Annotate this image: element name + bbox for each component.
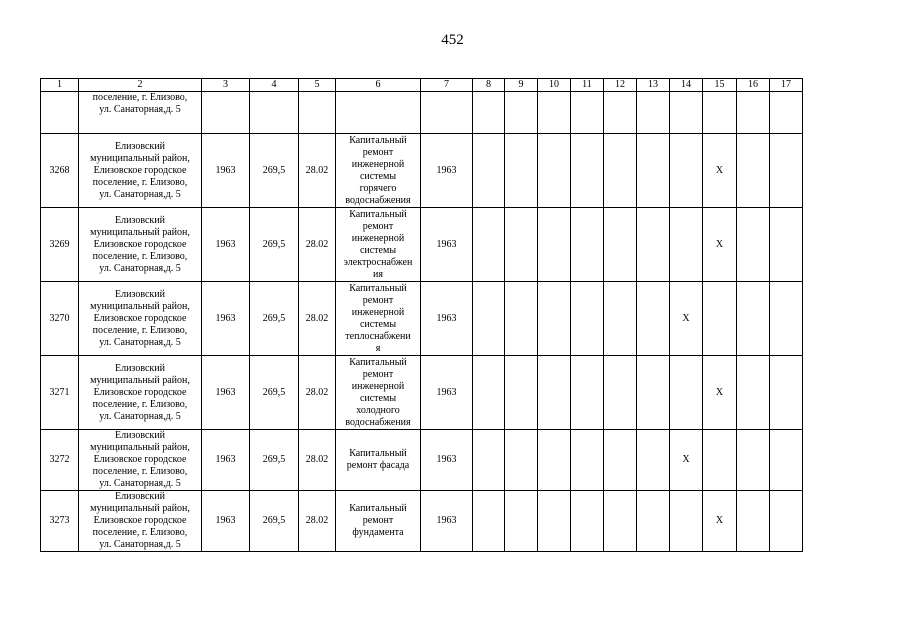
period-mark-cell bbox=[703, 282, 737, 356]
continuation-row bbox=[41, 92, 803, 134]
column-header: 3 bbox=[202, 79, 250, 92]
column-header: 13 bbox=[637, 79, 670, 92]
row-number-cell: 3269 bbox=[41, 208, 79, 282]
period-mark-cell bbox=[703, 430, 737, 491]
year-cell: 1963 bbox=[421, 282, 473, 356]
year-cell: 1963 bbox=[421, 208, 473, 282]
address-cell: поселение, г. Елизово, ул. Санаторная,д. 5 bbox=[79, 92, 202, 134]
wear-cell: 28.02 bbox=[299, 430, 336, 491]
year-cell: 1963 bbox=[421, 430, 473, 491]
period-mark-cell: X bbox=[670, 282, 703, 356]
page-number: 452 bbox=[441, 32, 464, 48]
column-header: 8 bbox=[473, 79, 505, 92]
column-header: 12 bbox=[604, 79, 637, 92]
build-year-cell: 1963 bbox=[202, 356, 250, 430]
register-table bbox=[40, 78, 803, 552]
table-row bbox=[41, 491, 803, 552]
area-cell: 269,5 bbox=[250, 282, 299, 356]
column-header: 17 bbox=[770, 79, 803, 92]
wear-cell: 28.02 bbox=[299, 134, 336, 208]
column-header: 2 bbox=[79, 79, 202, 92]
work-type-cell: Капитальный ремонт фундамента bbox=[336, 491, 421, 552]
row-number-cell: 3272 bbox=[41, 430, 79, 491]
wear-cell: 28.02 bbox=[299, 282, 336, 356]
area-cell: 269,5 bbox=[250, 134, 299, 208]
area-cell: 269,5 bbox=[250, 208, 299, 282]
column-header: 11 bbox=[571, 79, 604, 92]
row-number-cell: 3271 bbox=[41, 356, 79, 430]
period-mark-cell: X bbox=[670, 430, 703, 491]
wear-cell: 28.02 bbox=[299, 208, 336, 282]
column-header: 15 bbox=[703, 79, 737, 92]
work-type-cell: Капитальный ремонт инженерной системы теплоснабжени я bbox=[336, 282, 421, 356]
year-cell: 1963 bbox=[421, 356, 473, 430]
address-cell: Елизовский муниципальный район, Елизовское городское поселение, г. Елизово, ул. Санаторная,д. 5 bbox=[79, 491, 202, 552]
build-year-cell: 1963 bbox=[202, 208, 250, 282]
column-header: 1 bbox=[41, 79, 79, 92]
column-header: 14 bbox=[670, 79, 703, 92]
year-cell: 1963 bbox=[421, 134, 473, 208]
address-cell: Елизовский муниципальный район, Елизовское городское поселение, г. Елизово, ул. Санаторная,д. 5 bbox=[79, 430, 202, 491]
work-type-cell: Капитальный ремонт инженерной системы электроснабжен ия bbox=[336, 208, 421, 282]
column-number-row bbox=[41, 79, 803, 92]
work-type-cell: Капитальный ремонт инженерной системы горячего водоснабжения bbox=[336, 134, 421, 208]
wear-cell: 28.02 bbox=[299, 491, 336, 552]
column-header: 9 bbox=[505, 79, 538, 92]
column-header: 4 bbox=[250, 79, 299, 92]
table-row bbox=[41, 208, 803, 282]
address-cell: Елизовский муниципальный район, Елизовское городское поселение, г. Елизово, ул. Санаторная,д. 5 bbox=[79, 208, 202, 282]
table-row bbox=[41, 134, 803, 208]
build-year-cell: 1963 bbox=[202, 491, 250, 552]
row-number-cell: 3273 bbox=[41, 491, 79, 552]
row-number-cell: 3270 bbox=[41, 282, 79, 356]
column-header: 5 bbox=[299, 79, 336, 92]
table-row bbox=[41, 356, 803, 430]
work-type-cell: Капитальный ремонт инженерной системы холодного водоснабжения bbox=[336, 356, 421, 430]
table-row bbox=[41, 430, 803, 491]
period-mark-cell: X bbox=[703, 208, 737, 282]
address-cell: Елизовский муниципальный район, Елизовское городское поселение, г. Елизово, ул. Санаторная,д. 5 bbox=[79, 282, 202, 356]
area-cell: 269,5 bbox=[250, 356, 299, 430]
table-row bbox=[41, 282, 803, 356]
area-cell: 269,5 bbox=[250, 430, 299, 491]
period-mark-cell bbox=[670, 491, 703, 552]
column-header: 16 bbox=[737, 79, 770, 92]
wear-cell: 28.02 bbox=[299, 356, 336, 430]
period-mark-cell: X bbox=[703, 134, 737, 208]
period-mark-cell bbox=[670, 356, 703, 430]
column-header: 10 bbox=[538, 79, 571, 92]
address-cell: Елизовский муниципальный район, Елизовское городское поселение, г. Елизово, ул. Санаторная,д. 5 bbox=[79, 356, 202, 430]
build-year-cell: 1963 bbox=[202, 282, 250, 356]
column-header: 7 bbox=[421, 79, 473, 92]
period-mark-cell: X bbox=[703, 491, 737, 552]
period-mark-cell: X bbox=[703, 356, 737, 430]
area-cell: 269,5 bbox=[250, 491, 299, 552]
column-header: 6 bbox=[336, 79, 421, 92]
period-mark-cell bbox=[670, 208, 703, 282]
address-cell: Елизовский муниципальный район, Елизовское городское поселение, г. Елизово, ул. Санаторная,д. 5 bbox=[79, 134, 202, 208]
build-year-cell: 1963 bbox=[202, 134, 250, 208]
row-number-cell: 3268 bbox=[41, 134, 79, 208]
work-type-cell: Капитальный ремонт фасада bbox=[336, 430, 421, 491]
year-cell: 1963 bbox=[421, 491, 473, 552]
build-year-cell: 1963 bbox=[202, 430, 250, 491]
period-mark-cell bbox=[670, 134, 703, 208]
